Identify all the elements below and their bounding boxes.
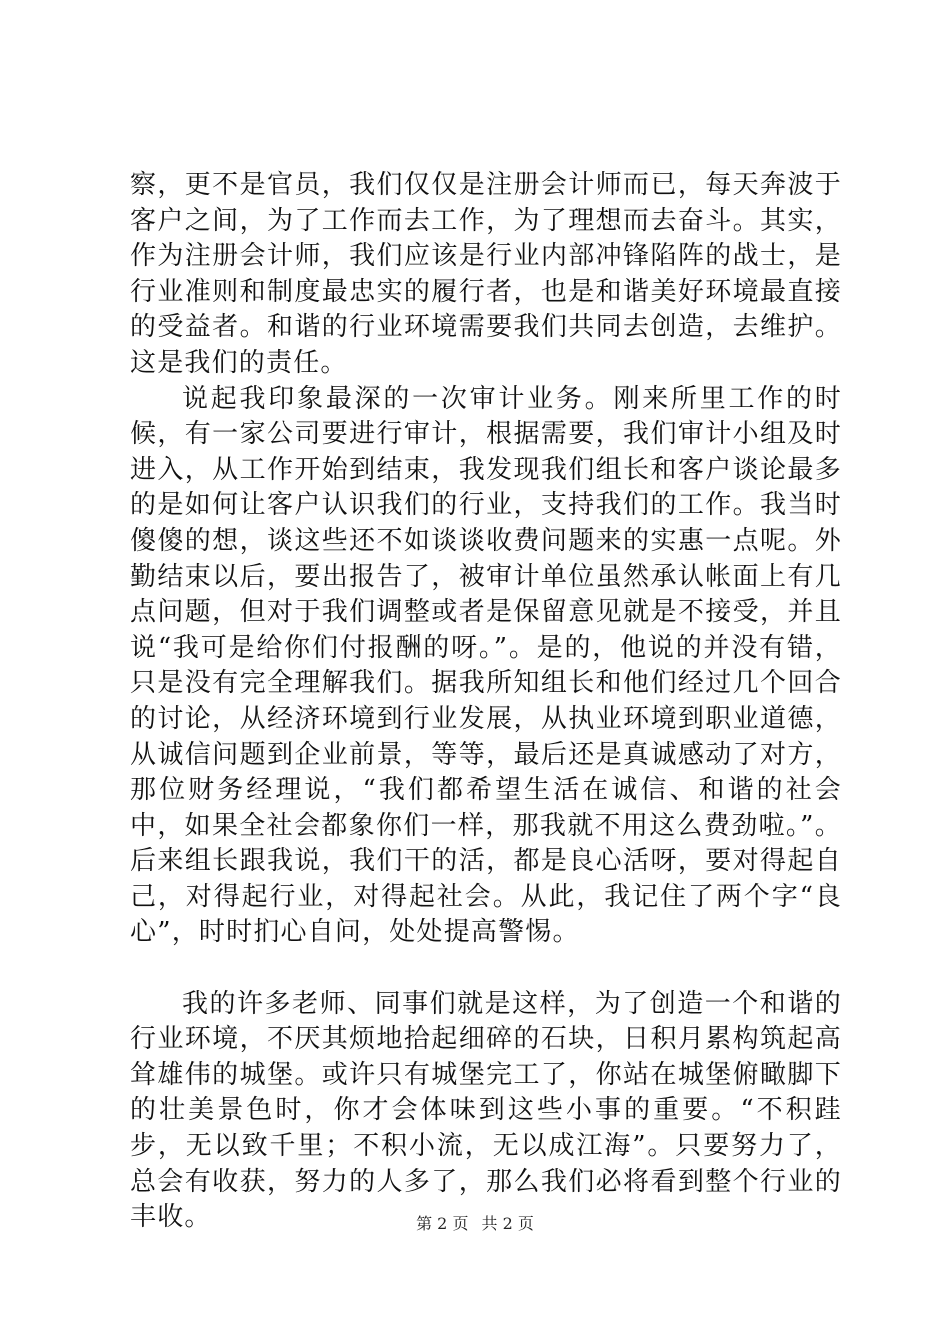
paragraph-audit-story: 说起我印象最深的一次审计业务。刚来所里工作的时候，有一家公司要进行审计，根据需要，我们审计小组及时进入，从工作开始到结束，我发现我们组长和客户谈论最多的是如何让客户认识我们的行业，支持我们的工作。我当时傻傻的想，谈这些还不如谈谈收费问题来的实惠一点呢。外勤结束以后，要出报告了，被审计单位虽然承认帐面上有几点问题，但对于我们调整或者是保留意见就是不接受，并且说“我可是给你们付报酬的呀。”。是的，他说的并没有错，只是没有完全理解我们。据我所知组长和他们经过几个回合的讨论，从经济环境到行业发展，从执业环境到职业道德，从诚信问题到企业前景，等等，最后还是真诚感动了对方，那位财务经理说，“我们都希望生活在诚信、和谐的社会中，如果全社会都象你们一样，那我就不用这么费劲啦。”。后来组长跟我说，我们干的活，都是良心活呀，要对得起自己，对得起行业，对得起社会。从此，我记住了两个字“良心”，时时扪心自问，处处提高警惕。 bbox=[130, 383, 842, 948]
page-footer bbox=[0, 1214, 950, 1234]
document-body bbox=[130, 168, 842, 1236]
paragraph-conclusion: 我的许多老师、同事们就是这样，为了创造一个和谐的行业环境，不厌其烦地拾起细碎的石块，日积月累构筑起高耸雄伟的城堡。或许只有城堡完工了，你站在城堡俯瞰脚下的壮美景色时，你才会体味到这些小事的重要。“不积跬步，无以致千里；不积小流，无以成江海”。只要努力了，总会有收获，努力的人多了，那么我们必将看到整个行业的丰收。 bbox=[130, 988, 842, 1233]
page-number: 第 2 页 bbox=[416, 1214, 469, 1233]
page-total: 共 2 页 bbox=[481, 1214, 534, 1233]
paragraph-continued: 察，更不是官员，我们仅仅是注册会计师而已，每天奔波于客户之间，为了工作而去工作，为了理想而去奋斗。其实，作为注册会计师，我们应该是行业内部冲锋陷阵的战士，是行业准则和制度最忠实的履行者，也是和谐美好环境最直接的受益者。和谐的行业环境需要我们共同去创造，去维护。这是我们的责任。 bbox=[130, 170, 842, 378]
